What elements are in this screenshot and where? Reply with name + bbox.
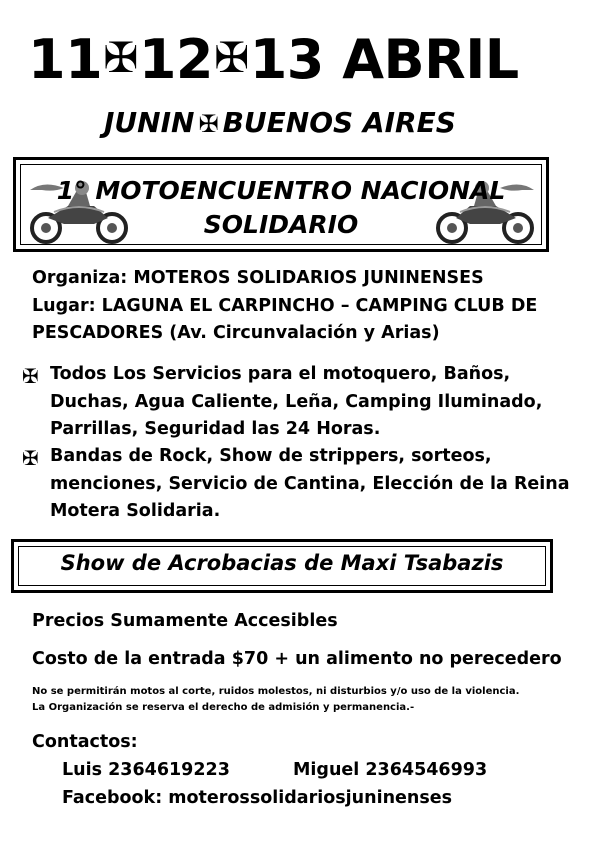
facebook-contact: Facebook: moterossolidariosjuninenses <box>62 788 453 808</box>
event-title <box>16 174 546 242</box>
venue-line-2: PESCADORES (Av. Circunvalación y Arias) <box>32 323 440 343</box>
rules-line-1: No se permitirán motos al corte, ruidos molestos, ni disturbios y/o uso de la violencia. <box>32 686 520 697</box>
event-title-line-2: SOLIDARIO <box>203 210 359 239</box>
show-title: Show de Acrobacias de Maxi Tsabazis <box>60 551 504 575</box>
bullet-line: Bandas de Rock, Show de strippers, sorteos, <box>50 446 492 466</box>
contact-miguel: Miguel 2364546993 <box>293 760 488 780</box>
maltese-cross-icon: ✠ <box>103 33 138 82</box>
rules-line-2: La Organización se reserva el derecho de admisión y permanencia.- <box>32 702 415 713</box>
maltese-cross-icon: ✠ <box>22 446 39 470</box>
bullet-line: Motera Solidaria. <box>50 501 221 521</box>
bullet-line: Duchas, Agua Caliente, Leña, Camping Iluminado, <box>50 391 543 412</box>
event-location-city <box>104 106 456 139</box>
maltese-cross-icon: ✠ <box>22 364 39 388</box>
show-banner <box>11 539 553 593</box>
day-2: 12 <box>138 28 214 91</box>
venue-line-1: Lugar: LAGUNA EL CARPINCHO – CAMPING CLUB DE <box>32 296 538 316</box>
organizer: Organiza: MOTEROS SOLIDARIOS JUNINENSES <box>32 268 484 288</box>
entry-cost: Costo de la entrada $70 + un alimento no perecedero <box>32 649 562 669</box>
city: JUNIN <box>104 106 195 139</box>
province: BUENOS AIRES <box>222 106 456 139</box>
event-title-banner <box>13 157 549 252</box>
day-1: 11 <box>28 28 103 91</box>
contacts-heading: Contactos: <box>32 732 138 752</box>
month: ABRIL <box>342 28 519 91</box>
event-dates <box>28 28 519 91</box>
day-3: 13 <box>249 28 324 91</box>
bullet-line: menciones, Servicio de Cantina, Elección de la Reina <box>50 473 570 494</box>
prices-note: Precios Sumamente Accesibles <box>32 611 338 631</box>
bullet-line: Todos Los Servicios para el motoquero, Baños, <box>50 364 511 384</box>
contact-luis: Luis 2364619223 <box>62 760 230 780</box>
event-title-line-1: 1° MOTOENCUENTRO NACIONAL <box>56 176 506 205</box>
maltese-cross-icon: ✠ <box>198 110 219 138</box>
bullet-line: Parrillas, Seguridad las 24 Horas. <box>50 419 381 439</box>
maltese-cross-icon: ✠ <box>214 33 249 82</box>
